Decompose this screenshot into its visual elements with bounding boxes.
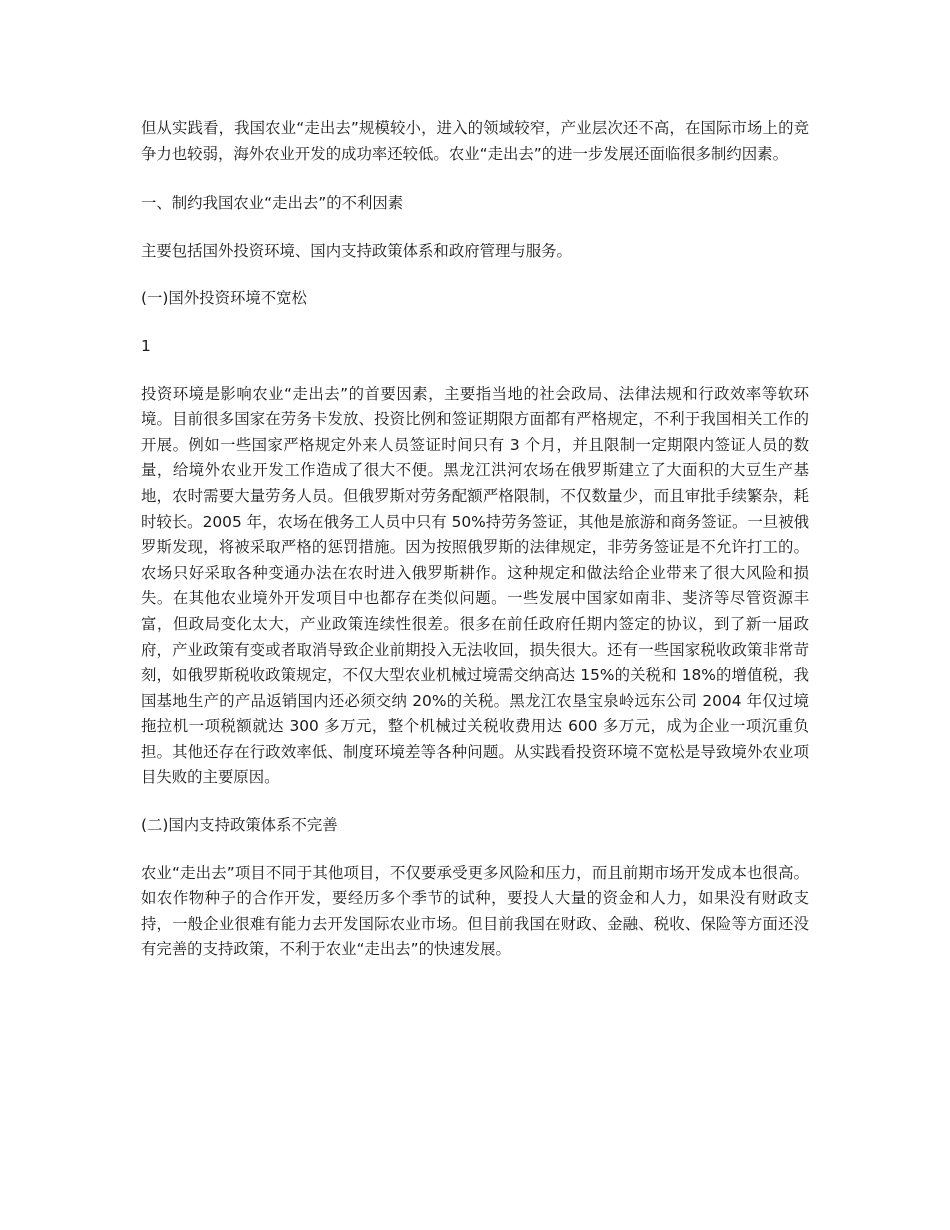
spacer <box>141 217 809 239</box>
section-summary: 主要包括国外投资环境、国内支持政策体系和政府管理与服务。 <box>141 241 572 260</box>
spacer <box>141 167 809 191</box>
spacer <box>141 791 809 813</box>
spacer <box>141 839 809 861</box>
subsection1-paragraph: 投资环境是影响农业“走出去”的首要因素，主要指当地的社会政局、法律法规和行政效率等软环境。目前很多国家在劳务卡发放、投资比例和签证期限方面都有严格规定，不利于我国相关工作的开展。例如一些国家严格规定外来人员签证时间只有 3 个月，并且限制一定期限内签证人员的数量，给境外农业开发工作造成了很大不便。黑龙江洪河农场在俄罗斯建立了大面积的大豆生产基地，农时需要大量劳务人员。但俄罗斯对劳务配额严格限制，不仅数量少，而且审批手续繁杂，耗时较长。2005 年，农场在俄务工人员中只有 50%持劳务签证，其他是旅游和商务签证。一旦被俄罗斯发现，将被采取严格的惩罚措施。因为按照俄罗斯的法律规定，非劳务签证是不允许打工的。农场只好采取各种变通办法在农时进入俄罗斯耕作。这种规定和做法给企业带来了很大风险和损失。在其他农业境外开发项目中也都存在类似问题。一些发展中国家如南非、斐济等尽管资源丰富，但政局变化太大，产业政策连续性很差。很多在前任政府任期内签定的协议，到了新一届政府，产业政策有变或者取消导致企业前期投入无法收回，损失很大。还有一些国家税收政策非常苛刻，如俄罗斯税收政策规定，不仅大型农业机械过境需交纳高达 15%的关税和 18%的增值税，我国基地生产的产品返销国内还必须交纳 20%的关税。黑龙江农垦宝泉岭远东公司 2004 年仅过境拖拉机一项税额就达 300 多万元，整个机械过关税收费用达 600 多万元，成为企业一项沉重负担。其他还存在行政效率低、制度环境差等各种问题。从实践看投资环境不宽松是导致境外农业项目失败的主要原因。 <box>141 384 810 787</box>
intro-paragraph: 但从实践看，我国农业“走出去”规模较小，进入的领域较窄，产业层次还不高，在国际市场上的竞争力也较弱，海外农业开发的成功率还较低。农业“走出去”的进一步发展还面临很多制约因素。 <box>141 119 809 163</box>
spacer <box>141 360 809 382</box>
document-page <box>141 116 809 963</box>
section-heading: 一、制约我国农业“走出去”的不利因素 <box>141 194 404 213</box>
page-number: 1 <box>141 336 151 355</box>
subsection2-heading: (二)国内支持政策体系不完善 <box>141 816 338 835</box>
subsection2-paragraph: 农业“走出去”项目不同于其他项目，不仅要承受更多风险和压力，而且前期市场开发成本也很高。如农作物种子的合作开发，要经历多个季节的试种，要投人大量的资金和人力，如果没有财政支持，一般企业很难有能力去开发国际农业市场。但目前我国在财政、金融、税收、保险等方面还没有完善的支持政策，不利于农业“走出去”的快速发展。 <box>141 863 809 959</box>
spacer <box>141 312 809 334</box>
subsection1-heading: (一)国外投资环境不宽松 <box>141 289 307 308</box>
spacer <box>141 264 809 286</box>
